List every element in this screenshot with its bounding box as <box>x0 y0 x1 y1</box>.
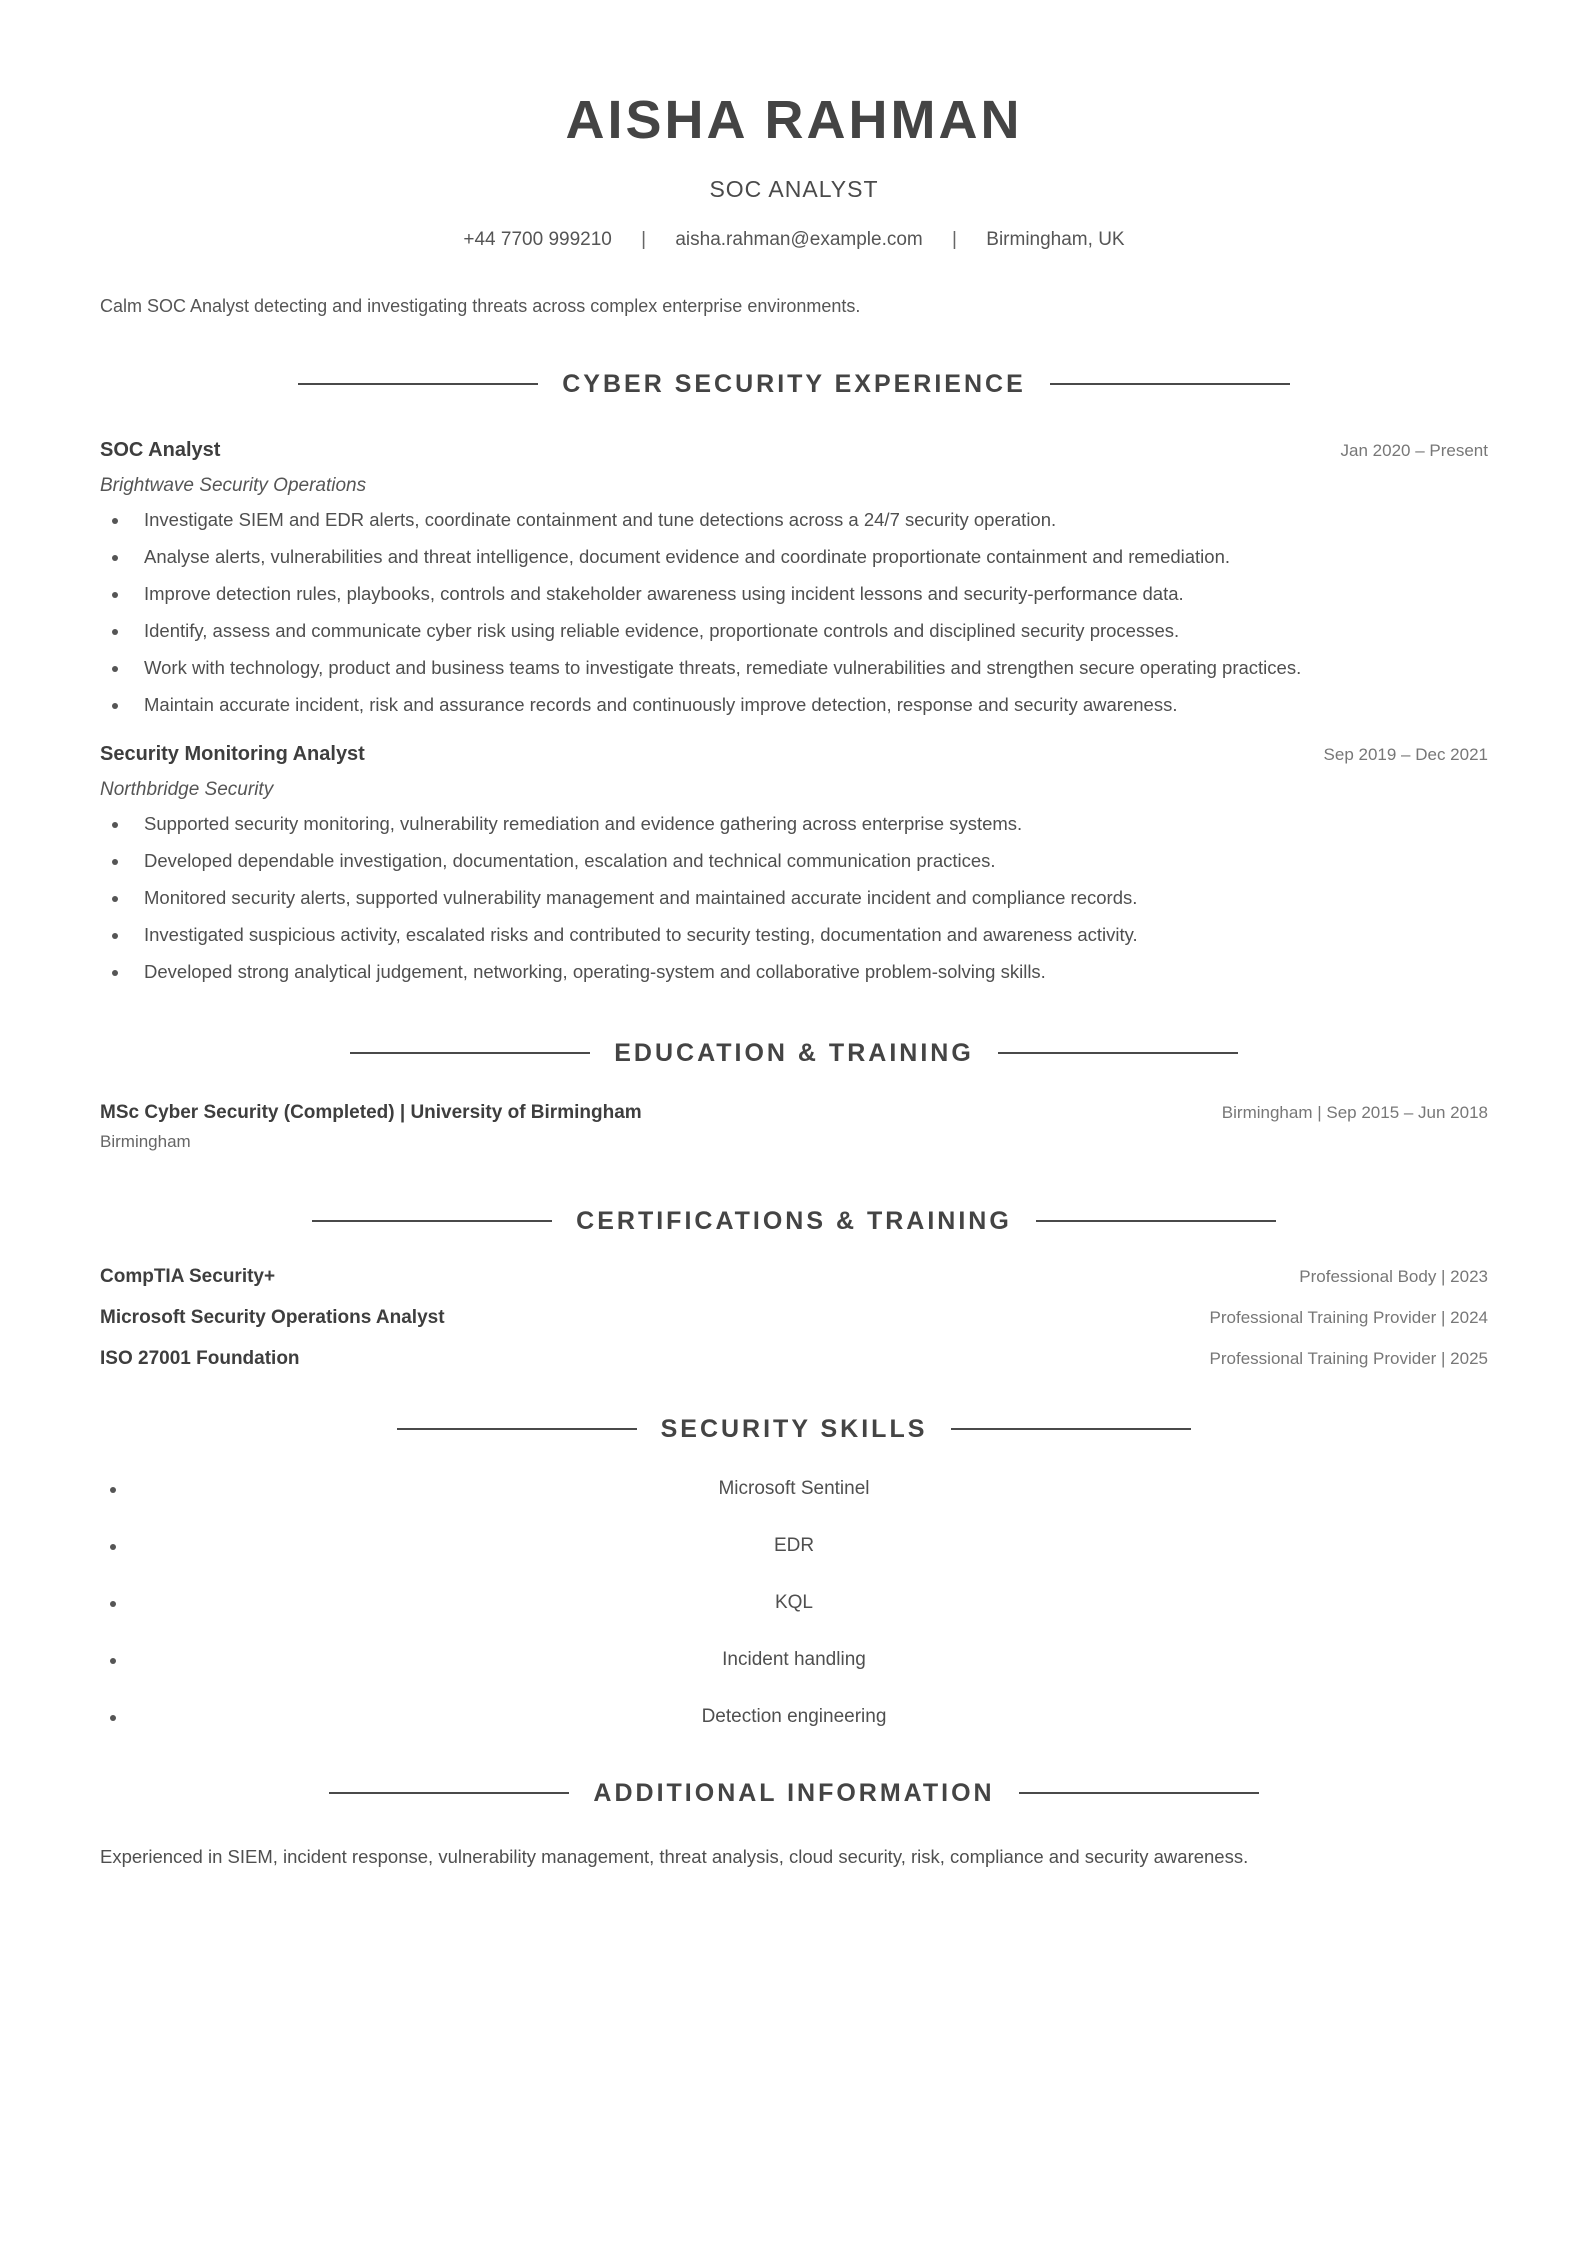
list-item: EDR <box>100 1532 1488 1560</box>
list-item: Identify, assess and communicate cyber risk using reliable evidence, proportionate controls and disciplined security processes. <box>100 618 1488 644</box>
job-title: SOC ANALYST <box>709 176 879 202</box>
education-entry <box>100 1099 1488 1155</box>
summary: Calm SOC Analyst detecting and investigating threats across complex enterprise environments. <box>100 296 861 316</box>
job-entry <box>100 436 1488 718</box>
contact-line <box>100 226 1488 254</box>
section-heading-skills <box>100 1411 1488 1447</box>
job-entry-company: Brightwave Security Operations <box>100 475 367 496</box>
job-bullets <box>100 507 1488 718</box>
phone-number: +44 7700 999210 <box>463 229 612 250</box>
candidate-name: AISHA RAHMAN <box>565 90 1023 150</box>
contact-separator: | <box>641 229 647 250</box>
list-item: Developed strong analytical judgement, networking, operating-system and collaborative problem-solving skills. <box>100 959 1488 985</box>
location: Birmingham, UK <box>986 229 1125 250</box>
job-entry-title: SOC Analyst <box>100 439 221 461</box>
list-item: Detection engineering <box>100 1703 1488 1731</box>
job-entry-dates: Jan 2020 – Present <box>1340 441 1488 460</box>
section-heading-additional <box>100 1775 1488 1811</box>
list-item: KQL <box>100 1589 1488 1617</box>
section-heading-certifications <box>100 1203 1488 1239</box>
list-item <box>100 1345 1488 1373</box>
contact-separator: | <box>952 229 957 250</box>
list-item: Investigate SIEM and EDR alerts, coordinate containment and tune detections across a 24/7 security operation. <box>100 507 1488 533</box>
certification-meta: Professional Training Provider | 2025 <box>1209 1349 1488 1368</box>
education-degree: MSc Cyber Security (Completed) | University of Birmingham <box>100 1102 642 1123</box>
certification-name: Microsoft Security Operations Analyst <box>100 1307 445 1328</box>
list-item: Developed dependable investigation, documentation, escalation and technical communication practices. <box>100 848 1488 874</box>
heading-rule <box>397 1428 637 1430</box>
list-item: Work with technology, product and business teams to investigate threats, remediate vulnerabilities and strengthen secure operating practices. <box>100 655 1488 681</box>
job-entry-title: Security Monitoring Analyst <box>100 743 365 765</box>
list-item: Analyse alerts, vulnerabilities and threat intelligence, document evidence and coordinate proportionate containment and remediation. <box>100 544 1488 570</box>
certification-meta: Professional Training Provider | 2024 <box>1209 1308 1488 1327</box>
section-title: ADDITIONAL INFORMATION <box>593 1779 995 1807</box>
list-item: Supported security monitoring, vulnerability remediation and evidence gathering across enterprise systems. <box>100 811 1488 837</box>
section-heading-experience <box>100 366 1488 402</box>
heading-rule <box>1019 1792 1259 1794</box>
list-item <box>100 1304 1488 1332</box>
section-heading-education <box>100 1035 1488 1071</box>
certifications-list <box>100 1263 1488 1373</box>
section-title: CERTIFICATIONS & TRAINING <box>576 1207 1012 1235</box>
heading-rule <box>1050 383 1290 385</box>
heading-rule <box>998 1052 1238 1054</box>
list-item: Incident handling <box>100 1646 1488 1674</box>
heading-rule <box>350 1052 590 1054</box>
heading-rule <box>1036 1220 1276 1222</box>
heading-rule <box>329 1792 569 1794</box>
email-address: aisha.rahman@example.com <box>675 229 923 250</box>
education-location: Birmingham <box>100 1132 191 1151</box>
certification-name: CompTIA Security+ <box>100 1266 276 1287</box>
heading-rule <box>298 383 538 385</box>
job-entry <box>100 740 1488 985</box>
list-item: Improve detection rules, playbooks, controls and stakeholder awareness using incident lessons and security-performance data. <box>100 581 1488 607</box>
certification-name: ISO 27001 Foundation <box>100 1348 300 1369</box>
list-item: Microsoft Sentinel <box>100 1475 1488 1503</box>
list-item: Monitored security alerts, supported vulnerability management and maintained accurate incident and compliance records. <box>100 885 1488 911</box>
section-title: CYBER SECURITY EXPERIENCE <box>562 370 1026 398</box>
section-title: EDUCATION & TRAINING <box>614 1039 974 1067</box>
list-item <box>100 1263 1488 1291</box>
list-item: Investigated suspicious activity, escalated risks and contributed to security testing, documentation and awareness activity. <box>100 922 1488 948</box>
list-item: Maintain accurate incident, risk and assurance records and continuously improve detection, response and security awareness. <box>100 692 1488 718</box>
heading-rule <box>951 1428 1191 1430</box>
job-entry-dates: Sep 2019 – Dec 2021 <box>1323 745 1488 764</box>
heading-rule <box>312 1220 552 1222</box>
additional-information: Experienced in SIEM, incident response, vulnerability management, threat analysis, cloud security, risk, compliance and security awareness. <box>100 1846 1249 1867</box>
certification-meta: Professional Body | 2023 <box>1299 1267 1488 1286</box>
job-entry-company: Northbridge Security <box>100 779 274 800</box>
section-title: SECURITY SKILLS <box>660 1415 928 1443</box>
job-bullets <box>100 811 1488 985</box>
skills-list <box>100 1475 1488 1731</box>
education-meta: Birmingham | Sep 2015 – Jun 2018 <box>1221 1103 1488 1122</box>
